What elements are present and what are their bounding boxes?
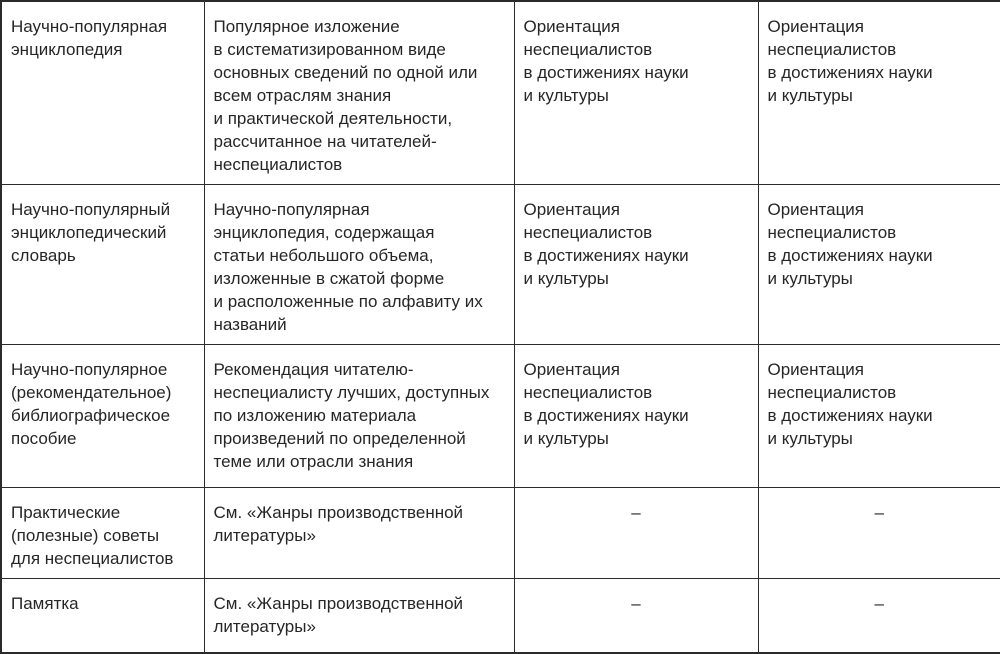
cell-empty-dash: – <box>514 579 758 653</box>
cell-purpose-a: Ориентация неспециалистов в достижениях науки и культуры <box>514 1 758 185</box>
cell-definition: См. «Жанры производственной литературы» <box>204 488 514 579</box>
cell-definition: Популярное изложение в систематизированном виде основных сведений по одной или всем отраслям знания и практической деятельности, рассчитанное на читателей- неспециалистов <box>204 1 514 185</box>
cell-genre: Научно-популярное (рекомендательное) библиографическое пособие <box>1 345 204 488</box>
cell-empty-dash: – <box>514 488 758 579</box>
cell-purpose-a: Ориентация неспециалистов в достижениях науки и культуры <box>514 345 758 488</box>
cell-purpose-b: Ориентация неспециалистов в достижениях науки и культуры <box>758 1 1000 185</box>
cell-empty-dash: – <box>758 579 1000 653</box>
cell-empty-dash: – <box>758 488 1000 579</box>
table-row <box>1 1 1000 185</box>
cell-purpose-b: Ориентация неспециалистов в достижениях науки и культуры <box>758 185 1000 345</box>
cell-purpose-a: Ориентация неспециалистов в достижениях науки и культуры <box>514 185 758 345</box>
cell-definition: Научно-популярная энциклопедия, содержащая статьи небольшого объема, изложенные в сжатой форме и расположенные по алфавиту их названий <box>204 185 514 345</box>
cell-genre: Научно-популярная энциклопедия <box>1 1 204 185</box>
table-row <box>1 345 1000 488</box>
table-row <box>1 185 1000 345</box>
cell-genre: Научно-популярный энциклопедический словарь <box>1 185 204 345</box>
cell-genre: Памятка <box>1 579 204 653</box>
cell-definition: Рекомендация читателю- неспециалисту лучших, доступных по изложению материала произведений по определенной теме или отрасли знания <box>204 345 514 488</box>
table-row <box>1 579 1000 653</box>
cell-purpose-b: Ориентация неспециалистов в достижениях науки и культуры <box>758 345 1000 488</box>
cell-definition: См. «Жанры производственной литературы» <box>204 579 514 653</box>
table-row <box>1 488 1000 579</box>
cell-genre: Практические (полезные) советы для неспециалистов <box>1 488 204 579</box>
